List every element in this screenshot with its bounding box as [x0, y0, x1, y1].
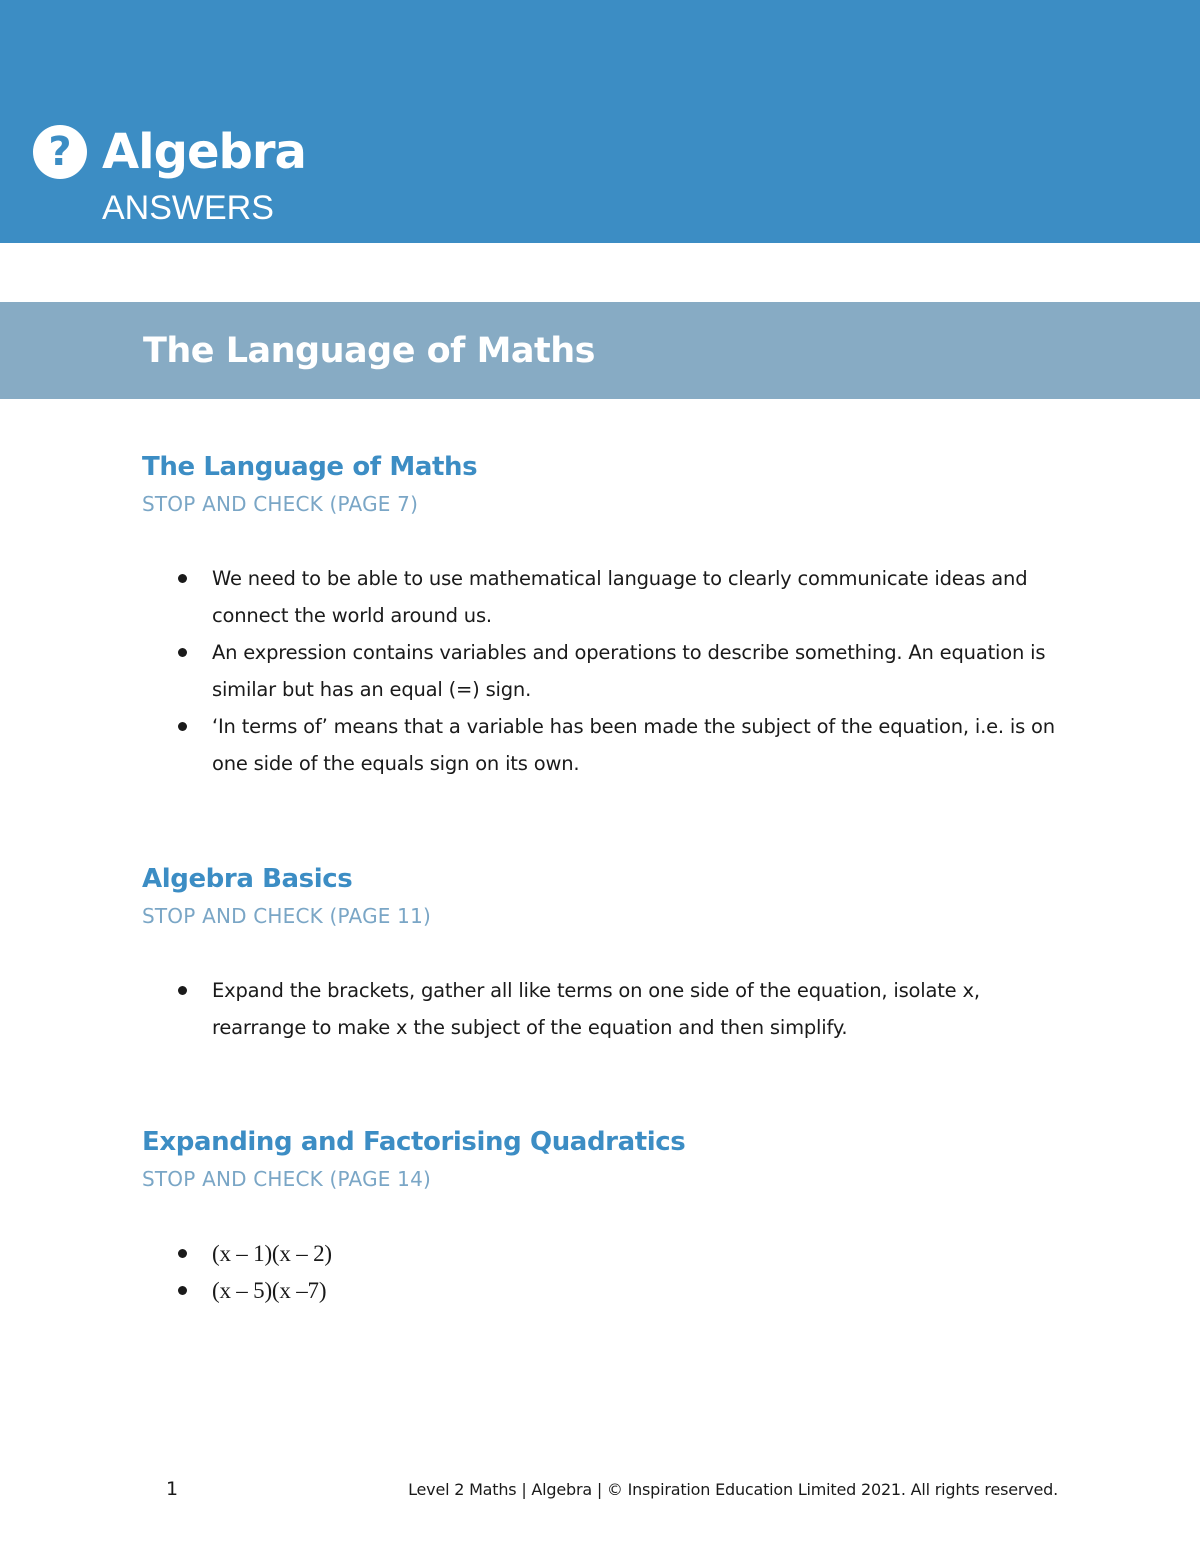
section-subheading: STOP AND CHECK (PAGE 11)	[142, 904, 432, 928]
list-item-text: (x – 5)(x –7)	[212, 1278, 327, 1303]
list-item	[142, 634, 1072, 708]
list-item	[142, 1272, 1072, 1309]
document-title: Algebra	[102, 124, 306, 180]
list-item-text: We need to be able to use mathematical language to clearly communicate ideas and connect the world around us.	[212, 567, 1028, 627]
section-subheading: STOP AND CHECK (PAGE 7)	[142, 492, 419, 516]
list-item	[142, 560, 1072, 634]
section-heading: Algebra Basics	[142, 864, 353, 894]
footer-text: Level 2 Maths | Algebra | © Inspiration Education Limited 2021. All rights reserved.	[408, 1480, 1058, 1499]
list-item	[142, 708, 1072, 782]
bullet-icon	[178, 648, 187, 657]
bullet-icon	[178, 986, 187, 995]
section-heading: Expanding and Factorising Quadratics	[142, 1127, 686, 1157]
list-item	[142, 1235, 1072, 1272]
section-language-of-maths	[142, 450, 1072, 782]
bullet-icon	[178, 722, 187, 731]
list-item	[142, 972, 1072, 1046]
list-item-text: An expression contains variables and operations to describe something. An equation is similar but has an equal (=) sign.	[212, 641, 1046, 701]
question-mark-icon: ?	[33, 125, 87, 179]
section-expanding-factorising	[142, 1125, 1072, 1309]
bullet-list	[142, 972, 1072, 1046]
page-number: 1	[166, 1478, 179, 1500]
list-item-text: Expand the brackets, gather all like terms on one side of the equation, isolate x, rearrange to make x the subject of the equation and then simplify.	[212, 979, 980, 1039]
bullet-list	[142, 1235, 1072, 1309]
bullet-list	[142, 560, 1072, 782]
document-subtitle: ANSWERS	[102, 189, 274, 227]
section-heading: The Language of Maths	[142, 452, 478, 482]
section-banner-title: The Language of Maths	[143, 331, 596, 371]
bullet-icon	[178, 1249, 187, 1258]
bullet-icon	[178, 574, 187, 583]
bullet-icon	[178, 1286, 187, 1295]
list-item-text: (x – 1)(x – 2)	[212, 1241, 332, 1266]
section-subheading: STOP AND CHECK (PAGE 14)	[142, 1167, 432, 1191]
list-item-text: ‘In terms of’ means that a variable has been made the subject of the equation, i.e. is on one side of the equals sign on its own.	[212, 715, 1055, 775]
section-algebra-basics	[142, 862, 1072, 1046]
